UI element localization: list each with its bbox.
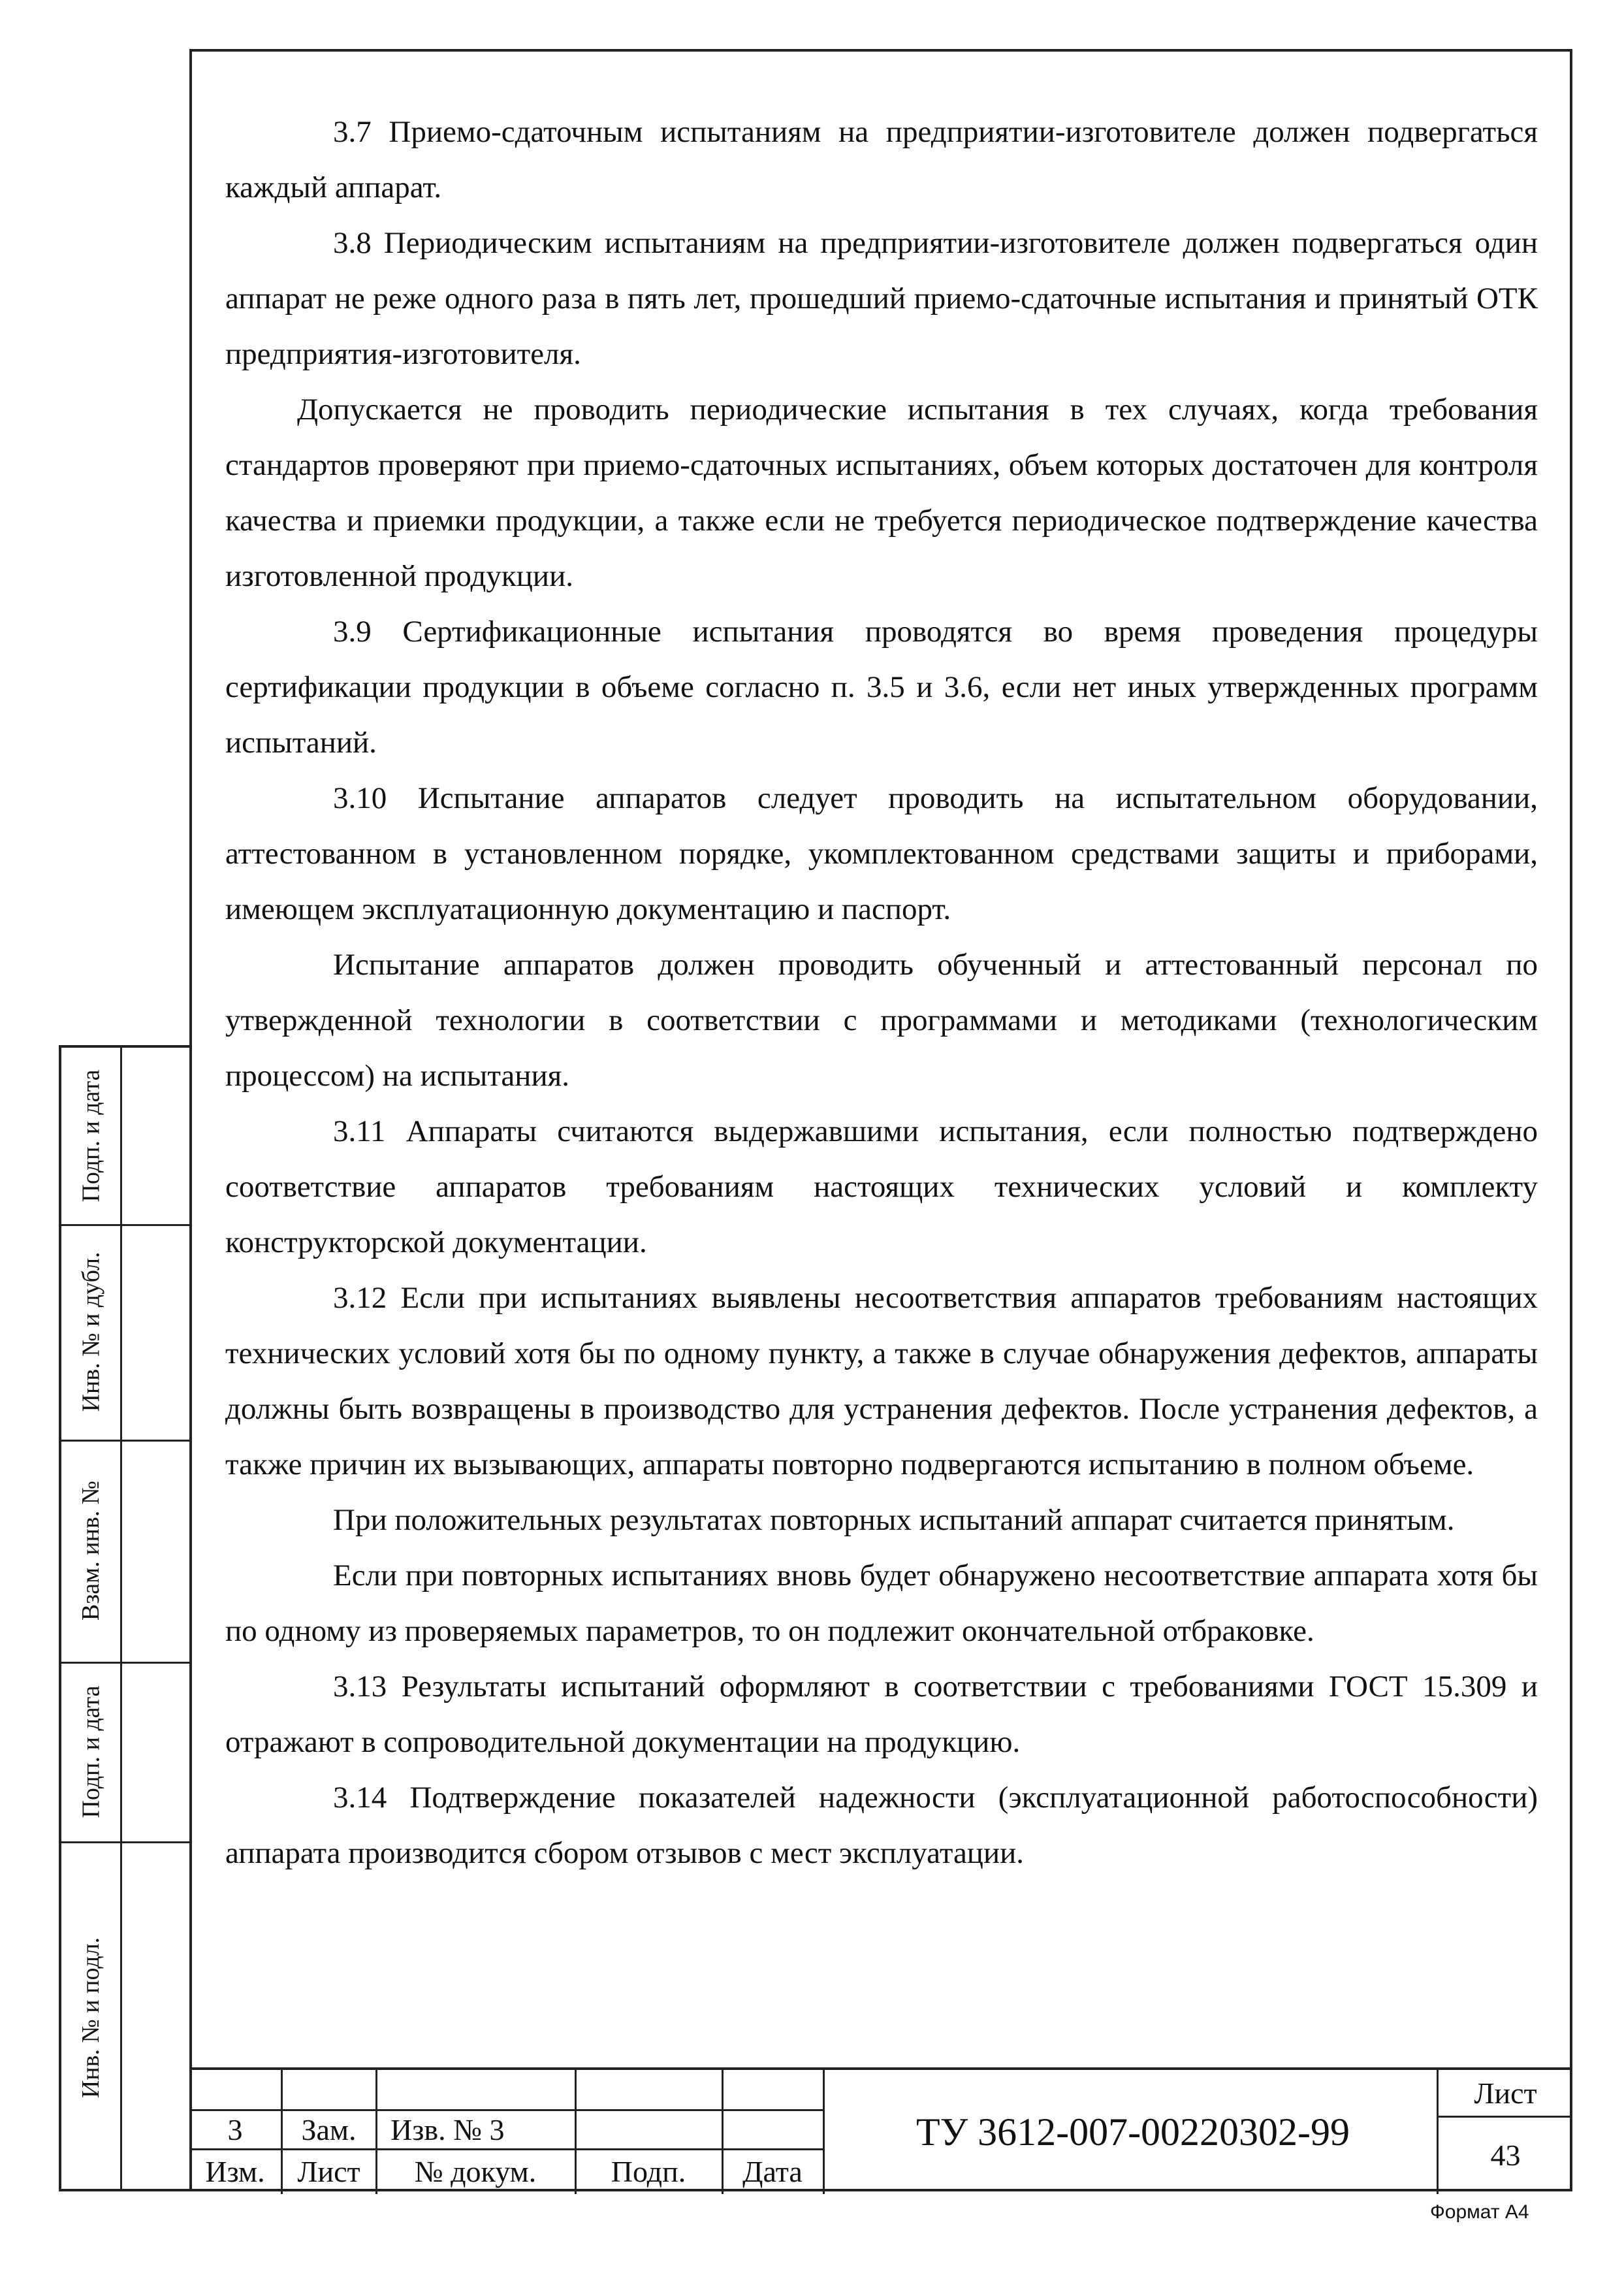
paragraph: 3.9 Сертификационные испытания проводятся во время проведения процедуры сертификации продукции в объеме согласно п. 3.5 и 3.6, если нет иных утвержденных программ испытаний. xyxy=(225,615,1538,760)
header-list: Лист xyxy=(297,2154,360,2188)
paragraph: 3.11 Аппараты считаются выдержавшими испытания, если полностью подтверждено соответствие аппаратов требованиям настоящих технических условий и комплекту конструкторской документации. xyxy=(225,1114,1538,1259)
paragraph: Допускается не проводить периодические испытания в тех случаях, когда требования стандартов проверяют при приемо-сдаточных испытаниях, объем которых достаточен для контроля качества и приемки продукции, а также если не требуется периодическое подтверждение качества изготовленной продукции. xyxy=(225,393,1538,593)
paragraph: Испытание аппаратов должен проводить обученный и аттестованный персонал по утвержденной технологии в соответствии с программами и методиками (технологическим процессом) на испытания. xyxy=(225,948,1538,1093)
side-label: Инв. № и подл. xyxy=(77,1937,105,2099)
body-text xyxy=(225,105,1538,1881)
change-doc: Изв. № 3 xyxy=(390,2112,505,2146)
side-label: Взам. инв. № xyxy=(77,1480,105,1621)
side-label: Подп. и дата xyxy=(77,1069,105,1203)
paragraph: 3.14 Подтверждение показателей надежности (эксплуатационной работоспособности) аппарата производится сбором отзывов с мест эксплуатации. xyxy=(225,1781,1538,1870)
header-signature: Подп. xyxy=(611,2154,686,2188)
side-label: Инв. № и дубл. xyxy=(77,1252,104,1412)
paragraph: Если при повторных испытаниях вновь будет обнаружено несоответствие аппарата хотя бы по одному из проверяемых параметров, то он подлежит окончательной отбраковке. xyxy=(225,1559,1538,1648)
change-sheet: Зам. xyxy=(301,2112,357,2146)
change-signature xyxy=(576,2110,721,2148)
format-label: Формат А4 xyxy=(1430,2201,1529,2223)
side-stamp-strip xyxy=(59,1045,189,2191)
header-date: Дата xyxy=(742,2154,803,2188)
paragraph: 3.10 Испытание аппаратов следует проводить на испытательном оборудовании, аттестованном в установленном порядке, укомплектованном средствами защиты и приборами, имеющем эксплуатационную документацию и паспорт. xyxy=(225,781,1538,926)
document-code: ТУ 3612-007-00220302-99 xyxy=(915,2110,1350,2154)
paragraph: При положительных результатах повторных испытаний аппарат считается принятым. xyxy=(333,1503,1455,1537)
header-doc-number: № докум. xyxy=(414,2154,537,2188)
sheet-number: 43 xyxy=(1490,2138,1521,2172)
sheet-label: Лист xyxy=(1474,2076,1537,2110)
paragraph: 3.13 Результаты испытаний оформляют в соответствии с требованиями ГОСТ 15.309 и отражают в сопроводительной документации на продукцию. xyxy=(225,1670,1538,1759)
change-number: 3 xyxy=(227,2112,243,2146)
header-izm: Изм. xyxy=(205,2154,265,2188)
side-label: Подп. и дата xyxy=(77,1685,105,1818)
paragraph: 3.7 Приемо-сдаточным испытаниям на предприятии-изготовителе должен подвергаться каждый аппарат. xyxy=(225,115,1538,204)
change-date xyxy=(723,2110,822,2148)
paragraph: 3.8 Периодическим испытаниям на предприятии-изготовителе должен подвергаться один аппарат не реже одного раза в пять лет, прошедший приемо-сдаточные испытания и принятый ОТК предприятия-изготовителя. xyxy=(225,226,1538,371)
paragraph: 3.12 Если при испытаниях выявлены несоответствия аппаратов требованиям настоящих технических условий хотя бы по одному пункту, а также в случае обнаружения дефектов, аппараты должны быть возвращены в производство для устранения дефектов. После устранения дефектов, а также причин их вызывающих, аппараты повторно подвергаются испытанию в полном объеме. xyxy=(225,1281,1538,1481)
title-block xyxy=(189,2067,1572,2191)
